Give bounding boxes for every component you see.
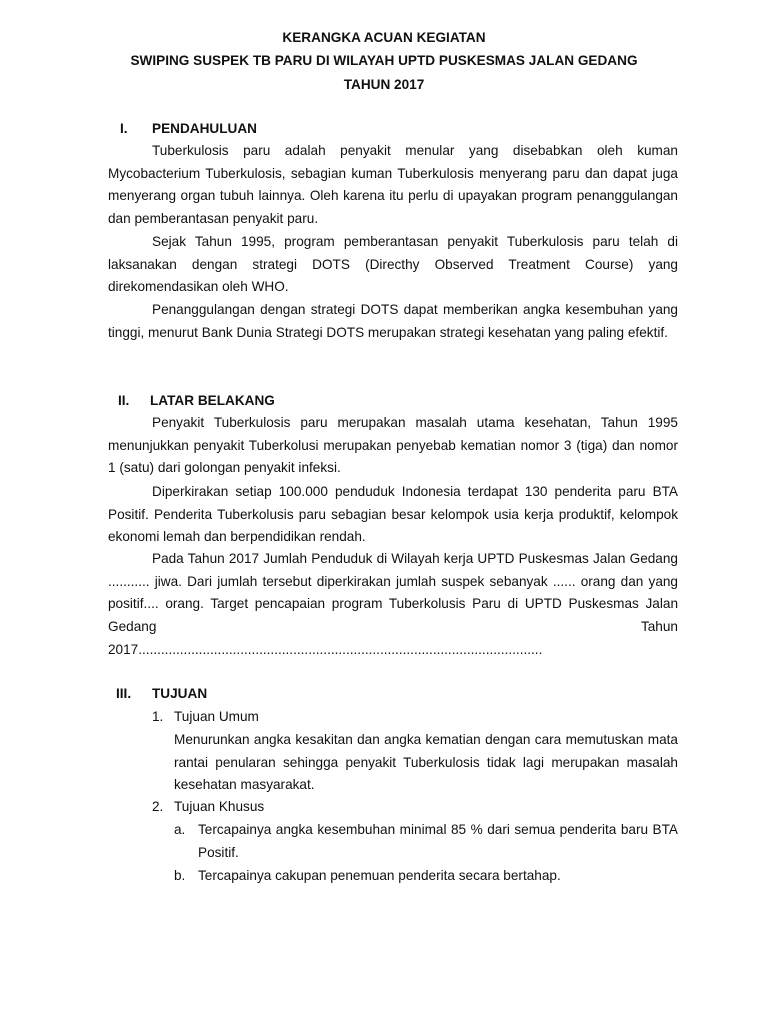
section-number: III. (116, 686, 132, 701)
list-item-tujuan-umum (152, 706, 678, 729)
list-item-text: Tercapainya angka kesembuhan minimal 85 % dari semua penderita baru BTA Positif. (198, 822, 678, 860)
list-item-text: Tercapainya cakupan penemuan penderita secara bertahap. (198, 868, 561, 883)
list-marker: 2. (152, 799, 164, 814)
paragraph-latar-belakang-2: Diperkirakan setiap 100.000 penduduk Indonesia terdapat 130 penderita paru BTA Positif. Penderita Tuberkolusis paru sebagian besar kelompok usia kerja produktif, kelompok ekonomi lemah dan berpendidikan rendah. (108, 484, 678, 545)
section-title: LATAR BELAKANG (150, 393, 275, 408)
paragraph-pendahuluan-1: Tuberkulosis paru adalah penyakit menular yang disebabkan oleh kuman Mycobacterium Tuberkulosis, sebagian kuman Tuberkulosis menyerang paru dan dapat juga menyerang organ tubuh lainnya. Oleh karena itu perlu di upayakan program penanggulangan dan pemberantasan penyakit paru. (108, 143, 678, 227)
list-marker: a. (174, 822, 186, 837)
list-item-title: Tujuan Umum (174, 709, 259, 724)
list-marker: 1. (152, 709, 164, 724)
section-title: PENDAHULUAN (152, 121, 257, 136)
list-item-sub-a (174, 819, 678, 865)
list-item-sub-b (174, 865, 678, 888)
doc-title-line2: SWIPING SUSPEK TB PARU DI WILAYAH UPTD PUSKESMAS JALAN GEDANG (130, 53, 638, 68)
section-number: II. (118, 393, 130, 408)
list-item-tujuan-khusus (152, 796, 678, 819)
paragraph-latar-belakang-1: Penyakit Tuberkulosis paru merupakan masalah utama kesehatan, Tahun 1995 menunjukkan penyakit Tuberkolusi merupakan penyebab kematian nomor 3 (tiga) dan nomor 1 (satu) dari golongan penyakit infeksi. (108, 415, 678, 476)
list-item-title: Tujuan Khusus (174, 799, 265, 814)
paragraph-latar-belakang-3-end: 2017........................................................................................................... (108, 642, 543, 657)
paragraph-pendahuluan-3: Penanggulangan dengan strategi DOTS dapat memberikan angka kesembuhan yang tinggi, menurut Bank Dunia Strategi DOTS merupakan strategi kesehatan yang paling efektif. (108, 302, 678, 340)
section-title: TUJUAN (152, 686, 208, 701)
paragraph-tujuan-umum: Menurunkan angka kesakitan dan angka kematian dengan cara memutuskan mata rantai penularan sehingga penyakit Tuberkulosis tidak lagi merupakan masalah kesehatan masyarakat. (174, 732, 678, 793)
paragraph-pendahuluan-2: Sejak Tahun 1995, program pemberantasan penyakit Tuberkulosis paru telah di laksanakan dengan strategi DOTS (Directhy Observed Treatment Course) yang direkomendasikan oleh WHO. (108, 234, 678, 295)
doc-title-line1: KERANGKA ACUAN KEGIATAN (282, 30, 486, 45)
doc-title-line3: TAHUN 2017 (343, 77, 425, 92)
list-marker: b. (174, 868, 186, 883)
section-number: I. (120, 121, 128, 136)
paragraph-latar-belakang-3: Pada Tahun 2017 Jumlah Penduduk di Wilayah kerja UPTD Puskesmas Jalan Gedang ........... jiwa. Dari jumlah tersebut diperkirakan jumlah suspek sebanyak ...... orang dan yang positif.... orang. Target pencapaian program Tuberkolusis Paru di UPTD Puskesmas Jalan Gedang Tahun (108, 551, 678, 635)
